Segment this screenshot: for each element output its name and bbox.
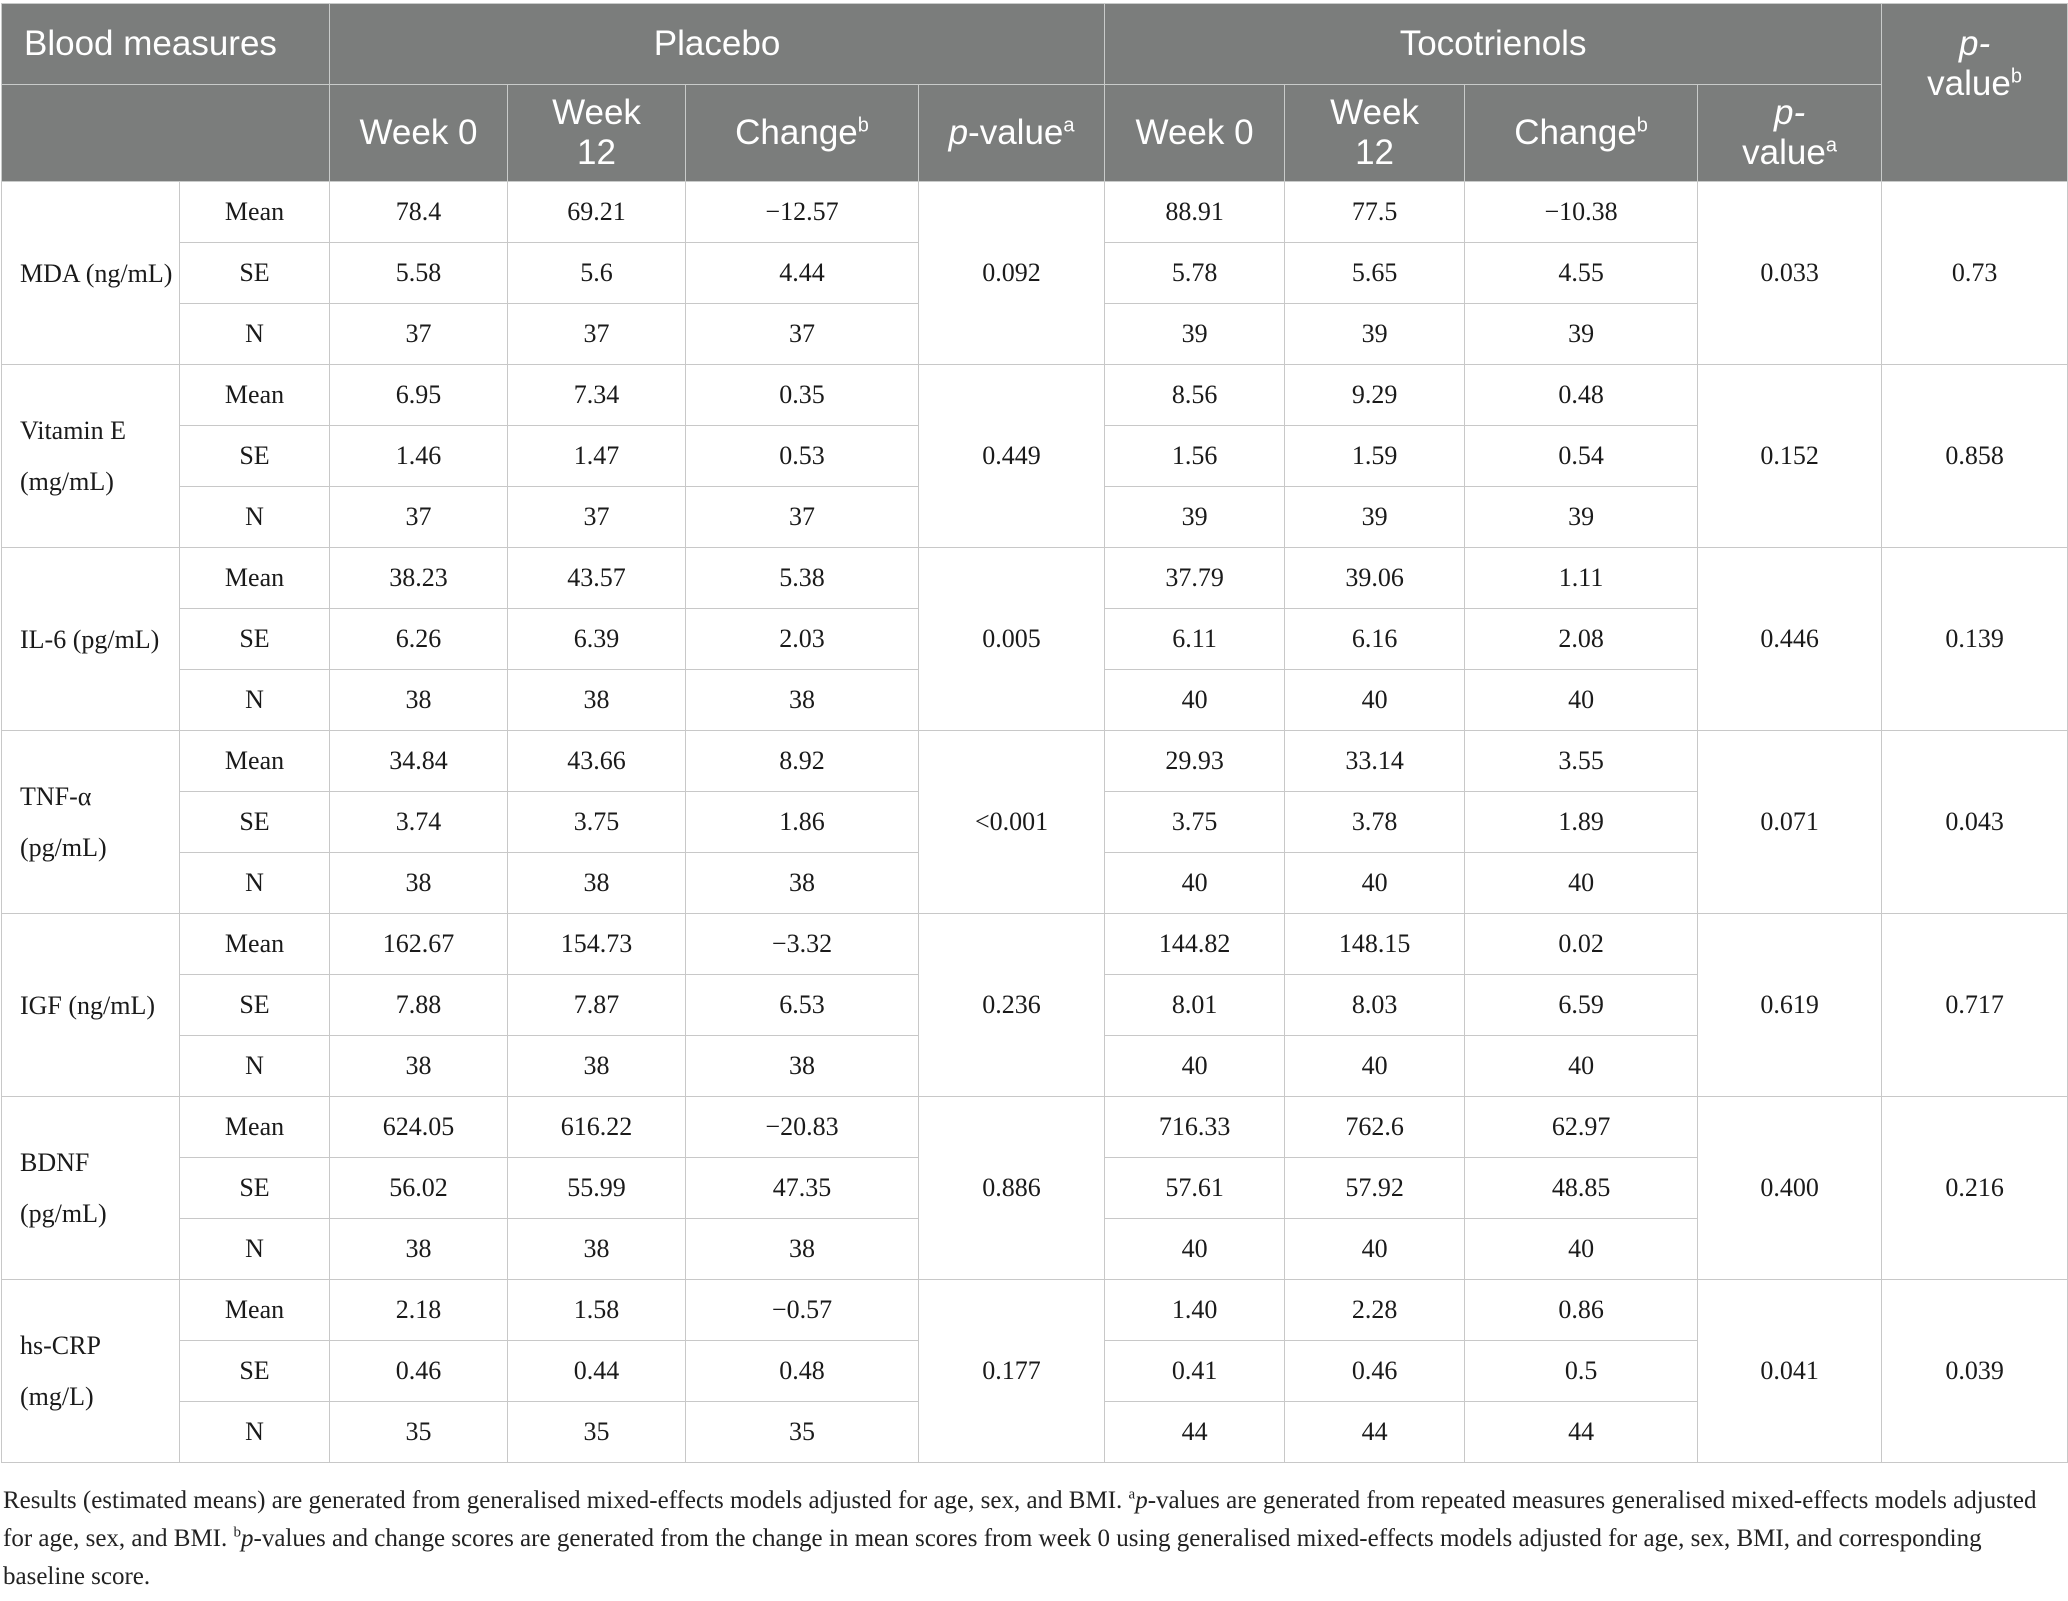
- results-table: [1, 3, 2068, 1463]
- placebo-change-cell: −0.57: [686, 1280, 919, 1341]
- measure-label: IL-6 (pg/mL): [2, 548, 180, 731]
- placebo-change-cell: 0.48: [686, 1341, 919, 1402]
- header-placebo-week0: Week 0: [330, 85, 508, 182]
- stat-label: SE: [180, 609, 330, 670]
- toco-week0-cell: 57.61: [1105, 1158, 1285, 1219]
- toco-week0-cell: 39: [1105, 487, 1285, 548]
- placebo-change-cell: −3.32: [686, 914, 919, 975]
- placebo-week0-cell: 35: [330, 1402, 508, 1463]
- placebo-week12-cell: 55.99: [508, 1158, 686, 1219]
- placebo-week12-cell: 616.22: [508, 1097, 686, 1158]
- header-row-1: [2, 4, 2068, 85]
- toco-change-cell: 39: [1465, 304, 1698, 365]
- toco-week12-cell: 57.92: [1285, 1158, 1465, 1219]
- toco-week12-cell: 9.29: [1285, 365, 1465, 426]
- stat-label: N: [180, 1219, 330, 1280]
- stat-label: SE: [180, 792, 330, 853]
- toco-week0-cell: 29.93: [1105, 731, 1285, 792]
- table-row: [2, 548, 2068, 609]
- stat-label: SE: [180, 426, 330, 487]
- placebo-week12-cell: 43.66: [508, 731, 686, 792]
- placebo-change-cell: −20.83: [686, 1097, 919, 1158]
- stat-label: SE: [180, 1341, 330, 1402]
- placebo-change-cell: 8.92: [686, 731, 919, 792]
- placebo-change-cell: 1.86: [686, 792, 919, 853]
- placebo-week12-cell: 69.21: [508, 182, 686, 243]
- placebo-week12-cell: 5.6: [508, 243, 686, 304]
- placebo-week0-cell: 38.23: [330, 548, 508, 609]
- toco-change-cell: 0.5: [1465, 1341, 1698, 1402]
- stat-label: Mean: [180, 1280, 330, 1341]
- table-row: [2, 365, 2068, 426]
- toco-change-cell: 1.11: [1465, 548, 1698, 609]
- table-body: [2, 182, 2068, 1463]
- placebo-week0-cell: 6.26: [330, 609, 508, 670]
- toco-change-cell: 40: [1465, 853, 1698, 914]
- placebo-change-cell: 35: [686, 1402, 919, 1463]
- placebo-change-cell: 0.53: [686, 426, 919, 487]
- toco-week12-cell: 148.15: [1285, 914, 1465, 975]
- stat-label: N: [180, 1402, 330, 1463]
- stat-label: SE: [180, 243, 330, 304]
- table-row: [2, 182, 2068, 243]
- placebo-week12-cell: 38: [508, 853, 686, 914]
- toco-week12-cell: 3.78: [1285, 792, 1465, 853]
- stat-label: SE: [180, 975, 330, 1036]
- placebo-week12-cell: 1.47: [508, 426, 686, 487]
- table-row: [2, 731, 2068, 792]
- placebo-week12-cell: 154.73: [508, 914, 686, 975]
- placebo-week0-cell: 38: [330, 1219, 508, 1280]
- placebo-pvalue-cell: 0.886: [919, 1097, 1105, 1280]
- placebo-week12-cell: 35: [508, 1402, 686, 1463]
- placebo-week0-cell: 2.18: [330, 1280, 508, 1341]
- placebo-week0-cell: 7.88: [330, 975, 508, 1036]
- toco-week0-cell: 3.75: [1105, 792, 1285, 853]
- header-blank: [2, 85, 330, 182]
- toco-change-cell: 40: [1465, 1036, 1698, 1097]
- placebo-week12-cell: 7.87: [508, 975, 686, 1036]
- placebo-week0-cell: 0.46: [330, 1341, 508, 1402]
- placebo-week0-cell: 56.02: [330, 1158, 508, 1219]
- header-blood-measures: Blood measures: [2, 4, 330, 85]
- placebo-week0-cell: 5.58: [330, 243, 508, 304]
- header-row-2: [2, 85, 2068, 182]
- toco-change-cell: 4.55: [1465, 243, 1698, 304]
- toco-week12-cell: 762.6: [1285, 1097, 1465, 1158]
- toco-change-cell: 6.59: [1465, 975, 1698, 1036]
- placebo-week12-cell: 7.34: [508, 365, 686, 426]
- toco-change-cell: 0.86: [1465, 1280, 1698, 1341]
- toco-week0-cell: 40: [1105, 1036, 1285, 1097]
- placebo-week0-cell: 624.05: [330, 1097, 508, 1158]
- placebo-week0-cell: 38: [330, 1036, 508, 1097]
- placebo-pvalue-cell: 0.449: [919, 365, 1105, 548]
- placebo-change-cell: 0.35: [686, 365, 919, 426]
- toco-change-cell: 0.02: [1465, 914, 1698, 975]
- toco-week0-cell: 40: [1105, 853, 1285, 914]
- between-pvalue-cell: 0.858: [1882, 365, 2068, 548]
- toco-week12-cell: 5.65: [1285, 243, 1465, 304]
- placebo-change-cell: 37: [686, 487, 919, 548]
- placebo-pvalue-cell: <0.001: [919, 731, 1105, 914]
- stat-label: N: [180, 853, 330, 914]
- toco-week12-cell: 77.5: [1285, 182, 1465, 243]
- measure-label: BDNF (pg/mL): [2, 1097, 180, 1280]
- stat-label: Mean: [180, 731, 330, 792]
- measure-label: TNF-α (pg/mL): [2, 731, 180, 914]
- placebo-week0-cell: 37: [330, 487, 508, 548]
- between-pvalue-cell: 0.139: [1882, 548, 2068, 731]
- toco-week0-cell: 37.79: [1105, 548, 1285, 609]
- placebo-week0-cell: 34.84: [330, 731, 508, 792]
- stat-label: N: [180, 487, 330, 548]
- stat-label: N: [180, 670, 330, 731]
- toco-week12-cell: 1.59: [1285, 426, 1465, 487]
- toco-change-cell: −10.38: [1465, 182, 1698, 243]
- table-row: [2, 1280, 2068, 1341]
- header-toco-week12: Week 12: [1285, 85, 1465, 182]
- toco-week0-cell: 40: [1105, 670, 1285, 731]
- toco-week0-cell: 39: [1105, 304, 1285, 365]
- stat-label: Mean: [180, 548, 330, 609]
- toco-change-cell: 44: [1465, 1402, 1698, 1463]
- toco-week12-cell: 39: [1285, 487, 1465, 548]
- toco-week12-cell: 40: [1285, 853, 1465, 914]
- toco-pvalue-cell: 0.446: [1698, 548, 1882, 731]
- toco-week12-cell: 8.03: [1285, 975, 1465, 1036]
- placebo-week0-cell: 78.4: [330, 182, 508, 243]
- toco-pvalue-cell: 0.041: [1698, 1280, 1882, 1463]
- header-placebo-pvalue: p-value$^a$: [919, 85, 1105, 182]
- placebo-week0-cell: 37: [330, 304, 508, 365]
- placebo-change-cell: 38: [686, 670, 919, 731]
- toco-change-cell: 0.48: [1465, 365, 1698, 426]
- toco-week12-cell: 44: [1285, 1402, 1465, 1463]
- toco-week0-cell: 1.56: [1105, 426, 1285, 487]
- toco-change-cell: 40: [1465, 1219, 1698, 1280]
- header-placebo-week12: Week 12: [508, 85, 686, 182]
- placebo-week12-cell: 38: [508, 1219, 686, 1280]
- placebo-week12-cell: 37: [508, 487, 686, 548]
- header-toco-pvalue: p- value$^a$: [1698, 85, 1882, 182]
- toco-week0-cell: 8.56: [1105, 365, 1285, 426]
- placebo-change-cell: 2.03: [686, 609, 919, 670]
- toco-week0-cell: 40: [1105, 1219, 1285, 1280]
- table-footnote: Results (estimated means) are generated from generalised mixed-effects models adjusted for age, sex, and BMI. $^a$p-values are generated from repeated measures generalised mixed-effects models adjusted for age, sex, and BMI. $^b$p-values and change scores are generated from the change in mean scores from week 0 using generalised mixed-effects models adjusted for age, sex, BMI, and corresponding baseline score.: [3, 1486, 2037, 1590]
- placebo-week12-cell: 0.44: [508, 1341, 686, 1402]
- toco-change-cell: 62.97: [1465, 1097, 1698, 1158]
- placebo-week0-cell: 6.95: [330, 365, 508, 426]
- placebo-week12-cell: 3.75: [508, 792, 686, 853]
- placebo-week0-cell: 3.74: [330, 792, 508, 853]
- placebo-week0-cell: 162.67: [330, 914, 508, 975]
- placebo-change-cell: 47.35: [686, 1158, 919, 1219]
- placebo-week12-cell: 43.57: [508, 548, 686, 609]
- toco-week0-cell: 144.82: [1105, 914, 1285, 975]
- toco-week12-cell: 39.06: [1285, 548, 1465, 609]
- between-pvalue-cell: 0.216: [1882, 1097, 2068, 1280]
- toco-week12-cell: 0.46: [1285, 1341, 1465, 1402]
- placebo-change-cell: 4.44: [686, 243, 919, 304]
- measure-label: Vitamin E (mg/mL): [2, 365, 180, 548]
- toco-week0-cell: 716.33: [1105, 1097, 1285, 1158]
- header-toco-week0: Week 0: [1105, 85, 1285, 182]
- toco-week12-cell: 40: [1285, 670, 1465, 731]
- placebo-change-cell: 38: [686, 853, 919, 914]
- placebo-change-cell: 5.38: [686, 548, 919, 609]
- stat-label: Mean: [180, 914, 330, 975]
- toco-week0-cell: 6.11: [1105, 609, 1285, 670]
- placebo-change-cell: 38: [686, 1036, 919, 1097]
- measure-label: hs-CRP (mg/L): [2, 1280, 180, 1463]
- toco-week0-cell: 8.01: [1105, 975, 1285, 1036]
- placebo-pvalue-cell: 0.236: [919, 914, 1105, 1097]
- placebo-week0-cell: 38: [330, 670, 508, 731]
- header-p-value-between: p- value$^b$: [1882, 4, 2068, 182]
- toco-change-cell: 3.55: [1465, 731, 1698, 792]
- header-tocotrienols: Tocotrienols: [1105, 4, 1882, 85]
- toco-week0-cell: 1.40: [1105, 1280, 1285, 1341]
- between-pvalue-cell: 0.73: [1882, 182, 2068, 365]
- placebo-change-cell: 38: [686, 1219, 919, 1280]
- placebo-week12-cell: 6.39: [508, 609, 686, 670]
- header-toco-change: Change$^b$: [1465, 85, 1698, 182]
- header-placebo: Placebo: [330, 4, 1105, 85]
- table-row: [2, 914, 2068, 975]
- between-pvalue-cell: 0.039: [1882, 1280, 2068, 1463]
- placebo-week12-cell: 1.58: [508, 1280, 686, 1341]
- placebo-change-cell: 6.53: [686, 975, 919, 1036]
- placebo-week12-cell: 37: [508, 304, 686, 365]
- toco-week0-cell: 5.78: [1105, 243, 1285, 304]
- toco-week12-cell: 40: [1285, 1036, 1465, 1097]
- stat-label: SE: [180, 1158, 330, 1219]
- measure-label: MDA (ng/mL): [2, 182, 180, 365]
- toco-change-cell: 39: [1465, 487, 1698, 548]
- measure-label: IGF (ng/mL): [2, 914, 180, 1097]
- toco-week0-cell: 88.91: [1105, 182, 1285, 243]
- placebo-week12-cell: 38: [508, 1036, 686, 1097]
- between-pvalue-cell: 0.043: [1882, 731, 2068, 914]
- placebo-week12-cell: 38: [508, 670, 686, 731]
- toco-week12-cell: 33.14: [1285, 731, 1465, 792]
- toco-week12-cell: 6.16: [1285, 609, 1465, 670]
- stat-label: Mean: [180, 1097, 330, 1158]
- stat-label: Mean: [180, 365, 330, 426]
- placebo-week0-cell: 1.46: [330, 426, 508, 487]
- toco-change-cell: 0.54: [1465, 426, 1698, 487]
- toco-change-cell: 48.85: [1465, 1158, 1698, 1219]
- toco-pvalue-cell: 0.071: [1698, 731, 1882, 914]
- between-pvalue-cell: 0.717: [1882, 914, 2068, 1097]
- placebo-change-cell: 37: [686, 304, 919, 365]
- toco-change-cell: 40: [1465, 670, 1698, 731]
- toco-change-cell: 2.08: [1465, 609, 1698, 670]
- toco-pvalue-cell: 0.152: [1698, 365, 1882, 548]
- table-row: [2, 1097, 2068, 1158]
- placebo-pvalue-cell: 0.092: [919, 182, 1105, 365]
- placebo-change-cell: −12.57: [686, 182, 919, 243]
- toco-change-cell: 1.89: [1465, 792, 1698, 853]
- toco-week12-cell: 2.28: [1285, 1280, 1465, 1341]
- toco-week12-cell: 39: [1285, 304, 1465, 365]
- stat-label: Mean: [180, 182, 330, 243]
- stat-label: N: [180, 1036, 330, 1097]
- toco-pvalue-cell: 0.033: [1698, 182, 1882, 365]
- toco-week0-cell: 0.41: [1105, 1341, 1285, 1402]
- toco-week12-cell: 40: [1285, 1219, 1465, 1280]
- placebo-pvalue-cell: 0.177: [919, 1280, 1105, 1463]
- placebo-week0-cell: 38: [330, 853, 508, 914]
- stat-label: N: [180, 304, 330, 365]
- header-placebo-change: Change$^b$: [686, 85, 919, 182]
- toco-pvalue-cell: 0.400: [1698, 1097, 1882, 1280]
- toco-week0-cell: 44: [1105, 1402, 1285, 1463]
- toco-pvalue-cell: 0.619: [1698, 914, 1882, 1097]
- placebo-pvalue-cell: 0.005: [919, 548, 1105, 731]
